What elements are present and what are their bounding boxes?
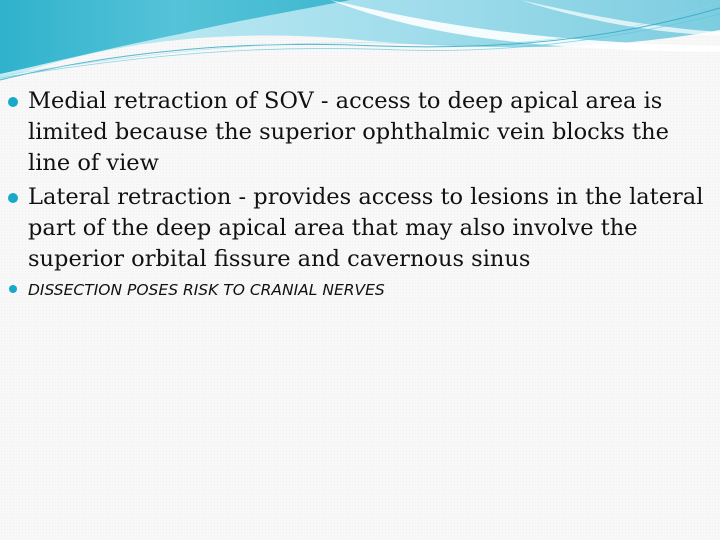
slide-content bbox=[8, 86, 713, 305]
bullet-dot-icon bbox=[8, 97, 18, 107]
bullet-text: DISSECTION POSES RISK TO CRANIAL NERVES bbox=[28, 281, 385, 299]
bullet-lateral-retraction bbox=[8, 182, 713, 275]
bullet-dot-icon bbox=[8, 193, 18, 203]
bullet-text: Lateral retraction - provides access to lesions in the lateral part of the deep apical area that may also involve the superior orbital fissure and cavernous sinus bbox=[28, 184, 704, 272]
bullet-medial-retraction bbox=[8, 86, 713, 179]
bullet-list bbox=[8, 86, 713, 302]
header-wave-decoration bbox=[0, 0, 720, 90]
bullet-dissection-warning bbox=[8, 278, 713, 302]
bullet-text: Medial retraction of SOV - access to deep apical area is limited because the superior ophthalmic vein blocks the line of view bbox=[28, 88, 669, 176]
bullet-dot-icon bbox=[9, 285, 17, 293]
